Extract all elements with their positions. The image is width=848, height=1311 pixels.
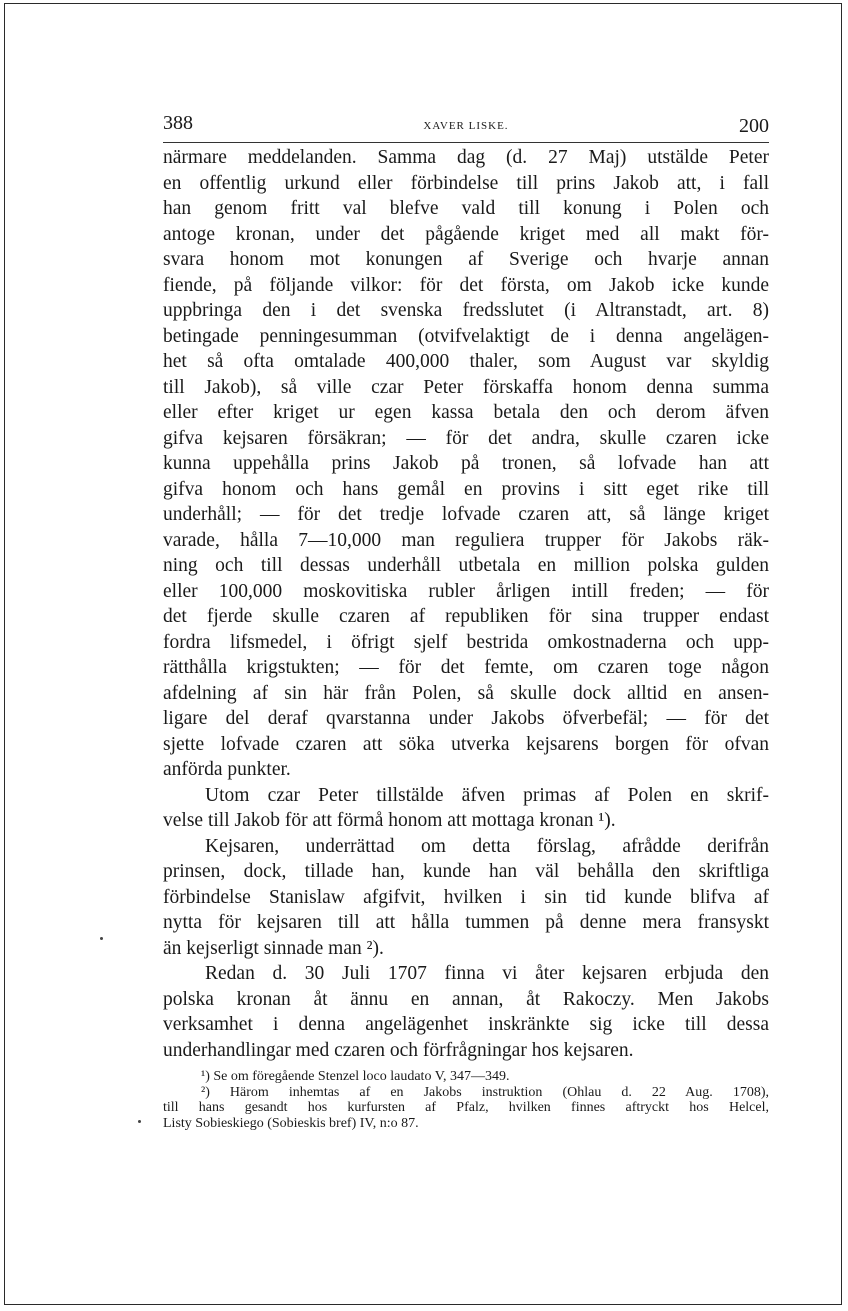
text-line: eller efter kriget ur egen kassa betala den och derom äfven xyxy=(163,402,769,423)
text-line: anförda punkter. xyxy=(163,759,291,780)
paragraph-4 xyxy=(163,961,769,1063)
text-line: än kejserligt sinnade man ²). xyxy=(163,937,384,959)
paragraph-2 xyxy=(163,783,769,834)
text-line: en offentlig urkund eller förbindelse till prins Jakob att, i fall xyxy=(163,172,769,194)
main-text xyxy=(163,145,769,1063)
text-line: underhandlingar med czaren och förfrågningar hos kejsaren. xyxy=(163,1039,634,1061)
text-line: sjette lofvade czaren att söka utverka kejsarens borgen för ofvan xyxy=(163,733,769,755)
footnote-2-continued: till hans gesandt hos kurfursten af Pfalz, hvilken finnes aftryckt hos Helcel, xyxy=(163,1100,769,1115)
text-line: rätthålla krigstukten; — för det femte, om czaren toge någon xyxy=(163,657,769,678)
text-line: nytta för kejsaren till att hålla tummen på denne mera fransyskt xyxy=(163,912,769,933)
text-line: antoge kronan, under det pågående kriget med all makt för- xyxy=(163,223,769,245)
text-line: han genom fritt val blefve vald till konung i Polen och xyxy=(163,198,769,219)
text-line: ning och till dessas underhåll utbetala en million polska gulden xyxy=(163,555,769,576)
text-line: fordra lifsmedel, i öfrigt sjelf bestrida omkostnaderna och upp- xyxy=(163,631,769,653)
text-line: verksamhet i denna angelägenhet inskränkte sig icke till dessa xyxy=(163,1014,769,1035)
text-line: förbindelse Stanislaw afgifvit, hvilken i sin tid kunde blifva af xyxy=(163,886,769,908)
text-line: varade, hålla 7—10,000 man reguliera trupper för Jakobs räk- xyxy=(163,529,769,551)
scan-speck xyxy=(100,937,103,940)
footnotes xyxy=(163,1069,769,1131)
paragraph-3 xyxy=(163,834,769,962)
text-line: ligare del deraf qvarstanna under Jakobs öfverbefäl; — för det xyxy=(163,708,769,729)
text-line: het så ofta omtalade 400,000 thaler, som August var skyldig xyxy=(163,351,769,372)
text-line: gifva kejsaren försäkran; — för det andra, skulle czaren icke xyxy=(163,427,769,449)
text-line: uppbringa den i det svenska fredsslutet (i Altranstadt, art. 8) xyxy=(163,300,769,321)
text-line: Redan d. 30 Juli 1707 finna vi åter kejsaren erbjuda den xyxy=(205,963,769,984)
page-number-original: 388 xyxy=(163,112,193,134)
text-line: kunna uppehålla prins Jakob på tronen, så lofvade han att xyxy=(163,453,769,474)
text-line: prinsen, dock, tillade han, kunde han väl behålla den skriftliga xyxy=(163,861,769,882)
text-line: gifva honom och hans gemål en provins i sitt eget rike till xyxy=(163,478,769,500)
text-line: afdelning af sin här från Polen, så skulle dock alltid en ansen- xyxy=(163,682,769,704)
text-line: underhåll; — för det tredje lofvade czaren att, så länge kriget xyxy=(163,504,769,525)
text-line: Kejsaren, underrättad om detta förslag, afrådde derifrån xyxy=(205,835,769,857)
text-line: svara honom mot konungen af Sverige och hvarje annan xyxy=(163,249,769,270)
footnote-2-continued: Listy Sobieskiego (Sobieskis bref) IV, n:o 87. xyxy=(163,1115,419,1131)
running-title: XAVER LISKE. xyxy=(423,120,509,132)
text-line: det fjerde skulle czaren af republiken för sina trupper endast xyxy=(163,606,769,627)
text-line: närmare meddelanden. Samma dag (d. 27 Maj) utstälde Peter xyxy=(163,147,769,168)
footnote-2: ²) Härom inhemtas af en Jakobs instruktion (Ohlau d. 22 Aug. 1708), xyxy=(201,1084,769,1100)
paragraph-1 xyxy=(163,145,769,783)
text-line: Utom czar Peter tillstälde äfven primas af Polen en skrif- xyxy=(205,784,769,806)
text-line: fiende, på följande vilkor: för det första, om Jakob icke kunde xyxy=(163,274,769,296)
text-line: till Jakob), så ville czar Peter förskaffa honom denna summa xyxy=(163,376,769,398)
page-header xyxy=(163,112,769,143)
text-line: eller 100,000 moskovitiska rubler årligen intill freden; — för xyxy=(163,580,769,602)
text-line: betingade penningesumman (otvifvelaktigt de i denna angelägen- xyxy=(163,325,769,347)
footnote-1: ¹) Se om föregående Stenzel loco laudato V, 347—349. xyxy=(201,1069,510,1084)
text-line: velse till Jakob för att förmå honom att mottaga kronan ¹). xyxy=(163,810,616,831)
book-page xyxy=(163,112,769,1131)
scan-speck xyxy=(138,1120,141,1123)
text-line: polska kronan åt ännu en annan, åt Rakoczy. Men Jakobs xyxy=(163,988,769,1010)
page-number-current: 200 xyxy=(739,115,769,137)
